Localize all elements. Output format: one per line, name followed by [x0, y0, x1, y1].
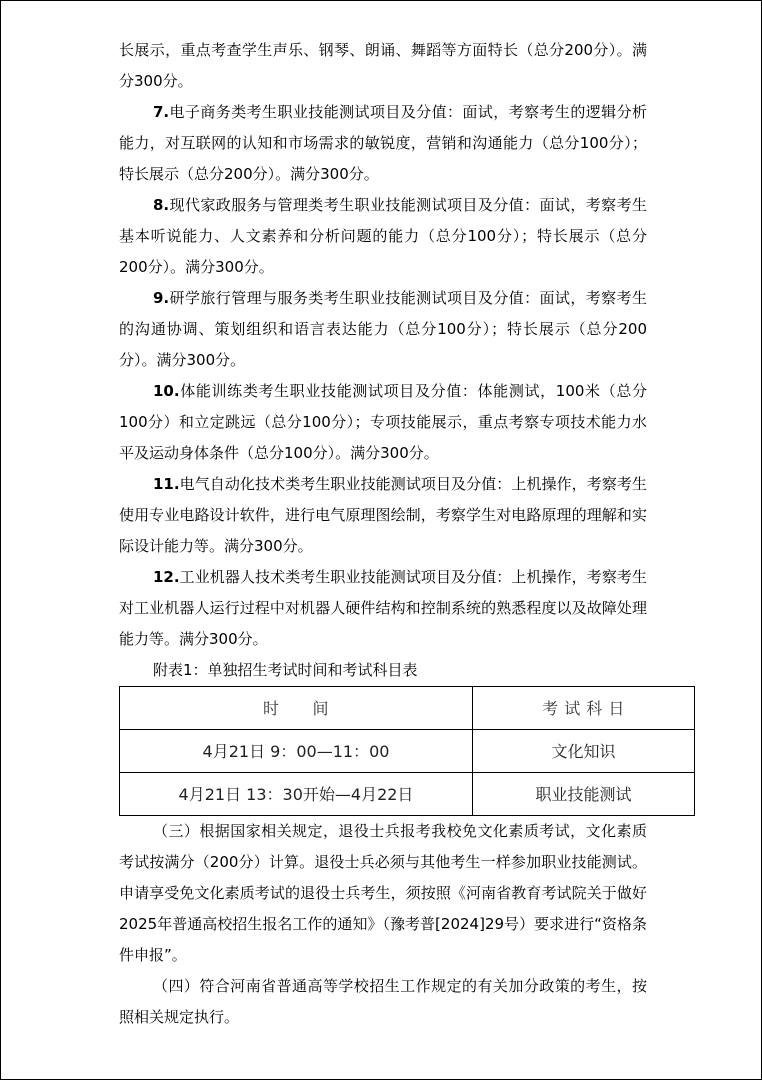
- paragraph-text: 电气自动化技术类考生职业技能测试项目及分值：上机操作，考察考生使用专业电路设计软件，进行电气原理图绘制，考察学生对电路原理的理解和实际设计能力等。满分300分。: [119, 475, 647, 555]
- cell-subject: 文化知识: [473, 730, 695, 773]
- document-body: [119, 35, 647, 1033]
- paragraph-item-12: [119, 562, 647, 655]
- paragraph-item-10: [119, 376, 647, 469]
- item-number: 11.: [153, 475, 180, 493]
- header-time: 时 间: [120, 687, 473, 730]
- item-number: 8.: [153, 196, 170, 214]
- cell-time: 4月21日 9：00—11：00: [120, 730, 473, 773]
- paragraph-item-9: [119, 283, 647, 376]
- paragraph-item-7: [119, 97, 647, 190]
- table-row: [120, 730, 695, 773]
- paragraph-section-3: [119, 816, 647, 971]
- paragraph-text: 现代家政服务与管理类考生职业技能测试项目及分值：面试，考察考生基本听说能力、人文素养和分析问题的能力（总分100分）；特长展示（总分200分）。满分300分。: [119, 196, 647, 276]
- paragraph-section-4: [119, 971, 647, 1033]
- paragraph-text: 工业机器人技术类考生职业技能测试项目及分值：上机操作，考察考生对工业机器人运行过程中对机器人硬件结构和控制系统的熟悉程度以及故障处理能力等。满分300分。: [119, 568, 647, 648]
- item-number: 10.: [153, 382, 180, 400]
- table-header-row: [120, 687, 695, 730]
- cell-time: 4月21日 13：30开始—4月22日: [120, 773, 473, 816]
- paragraph-continuation: [119, 35, 647, 97]
- paragraph-text: 体能训练类考生职业技能测试项目及分值：体能测试，100米（总分100分）和立定跳远（总分100分）；专项技能展示，重点考察专项技术能力水平及运动身体条件（总分100分）。满分300分。: [119, 382, 647, 462]
- exam-schedule-table: [119, 686, 695, 816]
- item-number: 12.: [153, 568, 180, 586]
- cell-subject: 职业技能测试: [473, 773, 695, 816]
- paragraph-item-8: [119, 190, 647, 283]
- table-row: [120, 773, 695, 816]
- paragraph-text: （三）根据国家相关规定，退役士兵报考我校免文化素质考试，文化素质考试按满分（200分）计算。退役士兵必须与其他考生一样参加职业技能测试。申请享受免文化素质考试的退役士兵考生，须按照《河南省教育考试院关于做好2025年普通高校招生报名工作的通知》（豫考普[2024]29号）要求进行“资格条件申报”。: [119, 822, 647, 964]
- paragraph-text: 研学旅行管理与服务类考生职业技能测试项目及分值：面试，考察考生的沟通协调、策划组织和语言表达能力（总分100分）；特长展示（总分200分）。满分300分。: [119, 289, 647, 369]
- item-number: 7.: [153, 103, 170, 121]
- paragraph-text: （四）符合河南省普通高等学校招生工作规定的有关加分政策的考生，按照相关规定执行。: [119, 977, 647, 1026]
- table-caption: 附表1：单独招生考试时间和考试科目表: [153, 661, 418, 679]
- header-subject: 考 试 科 日: [473, 687, 695, 730]
- paragraph-item-11: [119, 469, 647, 562]
- paragraph-text: 电子商务类考生职业技能测试项目及分值：面试，考察考生的逻辑分析能力，对互联网的认知和市场需求的敏锐度，营销和沟通能力（总分100分）；特长展示（总分200分）。满分300分。: [119, 103, 647, 183]
- paragraph-text: 长展示，重点考查学生声乐、钢琴、朗诵、舞蹈等方面特长（总分200分）。满分300分。: [119, 41, 647, 90]
- item-number: 9.: [153, 289, 170, 307]
